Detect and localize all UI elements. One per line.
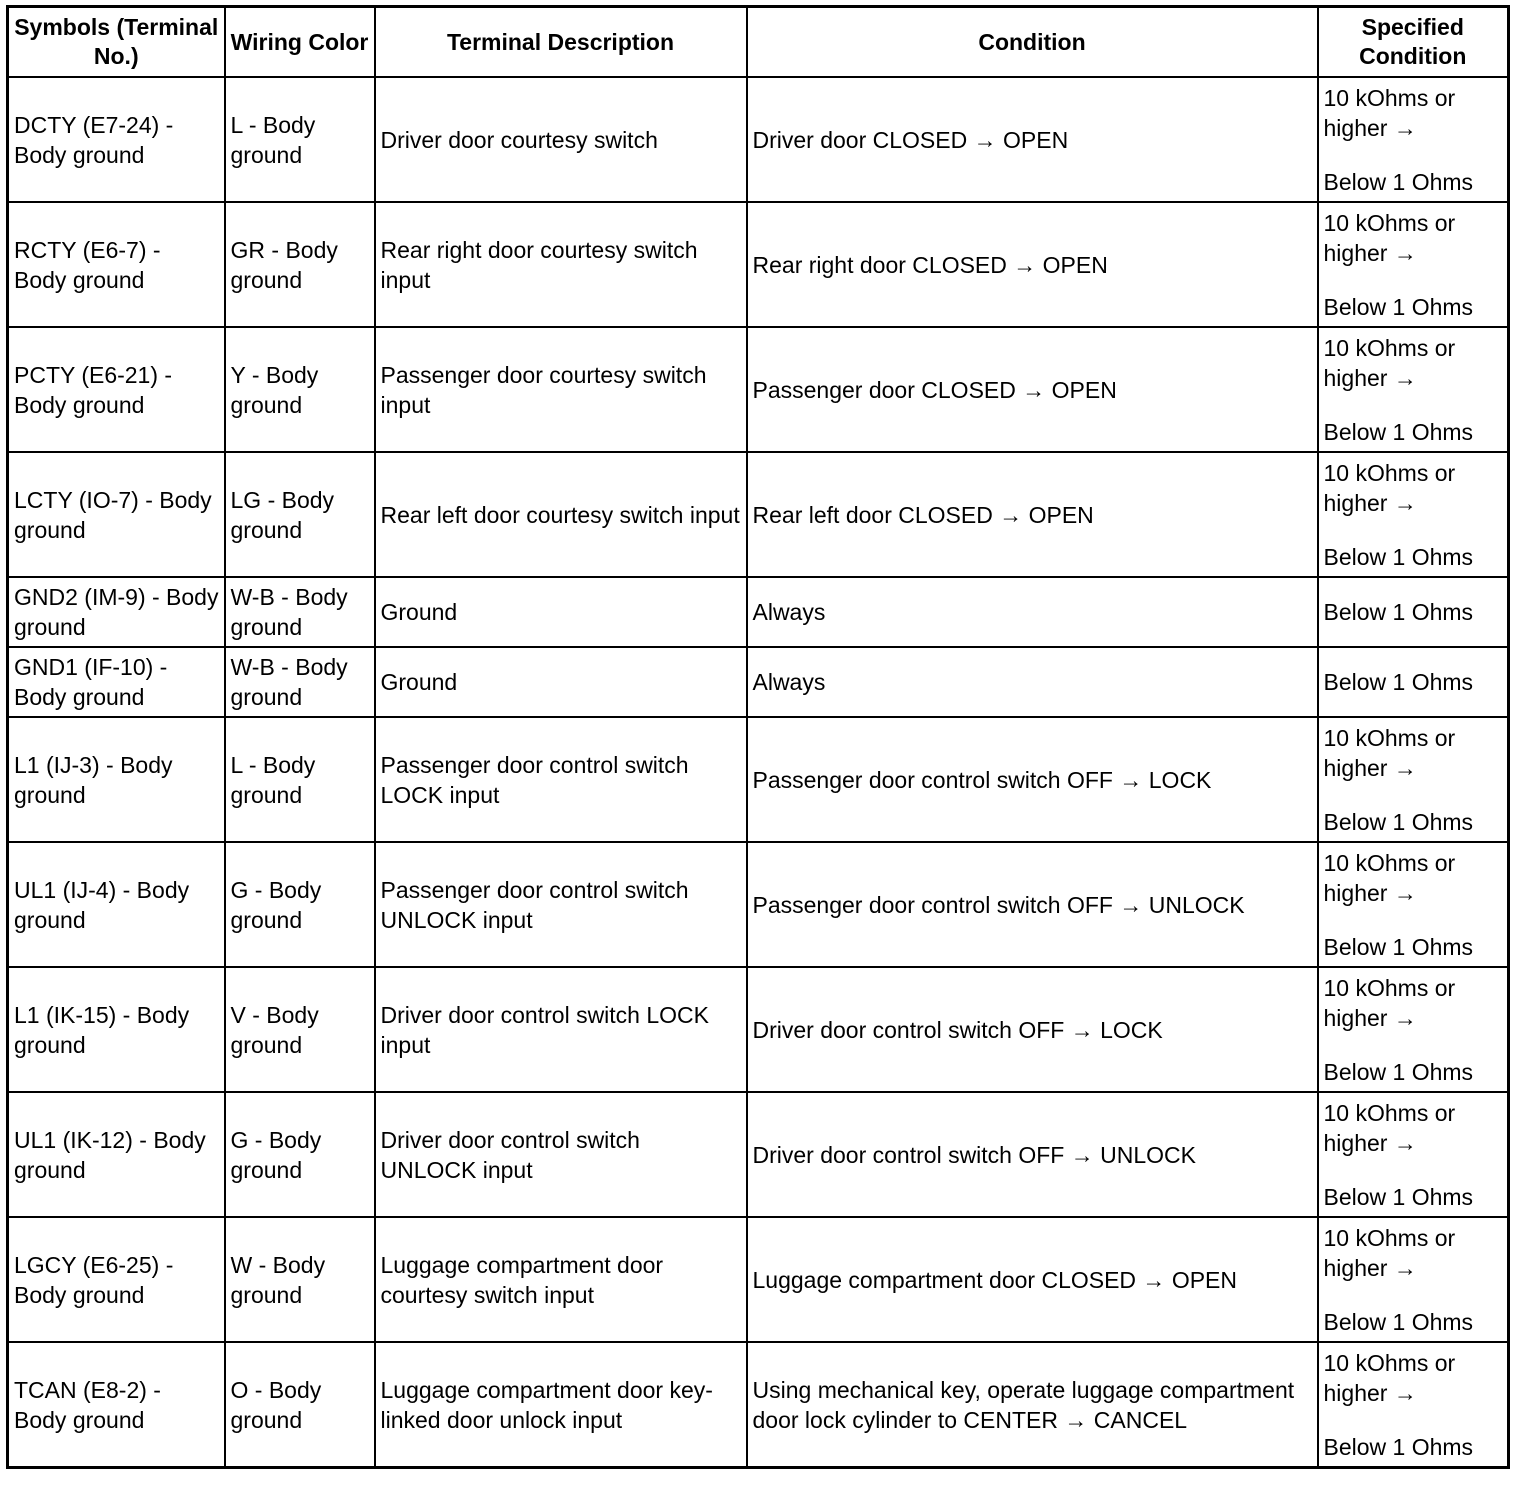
header-specified-condition: Specified Condition	[1318, 7, 1509, 78]
cell-wiring-color: V - Body ground	[225, 967, 375, 1092]
cell-specified-condition	[1318, 202, 1509, 327]
cell-description: Rear left door courtesy switch input	[375, 452, 747, 577]
cell-specified-condition	[1318, 842, 1509, 967]
spec-top-text: 10 kOhms or higher →	[1323, 1224, 1456, 1281]
cell-condition: Rear right door CLOSED → OPEN	[747, 202, 1318, 327]
cell-specified-condition: Below 1 Ohms	[1318, 647, 1509, 717]
table-row	[8, 327, 1509, 452]
table-row	[8, 1217, 1509, 1342]
cell-wiring-color: G - Body ground	[225, 1092, 375, 1217]
terminal-inspection-table	[6, 5, 1510, 1469]
cell-symbol: L1 (IJ-3) - Body ground	[8, 717, 225, 842]
cell-condition: Using mechanical key, operate luggage compartment door lock cylinder to CENTER → CANCEL	[747, 1342, 1318, 1468]
spec-bottom-text: Below 1 Ohms	[1323, 1183, 1474, 1210]
table-row	[8, 202, 1509, 327]
table-header-row	[8, 7, 1509, 78]
cell-symbol: LCTY (IO-7) - Body ground	[8, 452, 225, 577]
cell-description: Driver door courtesy switch	[375, 77, 747, 202]
header-wiring-color: Wiring Color	[225, 7, 375, 78]
cell-symbol: RCTY (E6-7) - Body ground	[8, 202, 225, 327]
cell-specified-condition: Below 1 Ohms	[1318, 577, 1509, 647]
cell-description: Ground	[375, 647, 747, 717]
cell-condition: Driver door control switch OFF → UNLOCK	[747, 1092, 1318, 1217]
cell-wiring-color: W - Body ground	[225, 1217, 375, 1342]
cell-symbol: TCAN (E8-2) - Body ground	[8, 1342, 225, 1468]
cell-specified-condition	[1318, 1092, 1509, 1217]
table-row	[8, 1342, 1509, 1468]
header-symbols: Symbols (Terminal No.)	[8, 7, 225, 78]
cell-symbol: LGCY (E6-25) - Body ground	[8, 1217, 225, 1342]
table-row	[8, 967, 1509, 1092]
cell-symbol: DCTY (E7-24) - Body ground	[8, 77, 225, 202]
cell-condition: Passenger door control switch OFF → LOCK	[747, 717, 1318, 842]
spec-bottom-text: Below 1 Ohms	[1323, 168, 1474, 195]
cell-symbol: PCTY (E6-21) - Body ground	[8, 327, 225, 452]
table-row	[8, 577, 1509, 647]
spec-top-text: 10 kOhms or higher →	[1323, 1349, 1456, 1406]
cell-specified-condition	[1318, 717, 1509, 842]
cell-wiring-color: W-B - Body ground	[225, 577, 375, 647]
cell-description: Driver door control switch LOCK input	[375, 967, 747, 1092]
cell-wiring-color: O - Body ground	[225, 1342, 375, 1468]
cell-specified-condition	[1318, 967, 1509, 1092]
spec-top-text: 10 kOhms or higher →	[1323, 459, 1456, 516]
spec-top-text: 10 kOhms or higher →	[1323, 334, 1456, 391]
header-terminal-description: Terminal Description	[375, 7, 747, 78]
table-row	[8, 647, 1509, 717]
spec-top-text: 10 kOhms or higher →	[1323, 974, 1456, 1031]
table-row	[8, 77, 1509, 202]
cell-condition: Always	[747, 647, 1318, 717]
cell-condition: Rear left door CLOSED → OPEN	[747, 452, 1318, 577]
cell-wiring-color: G - Body ground	[225, 842, 375, 967]
cell-symbol: GND1 (IF-10) - Body ground	[8, 647, 225, 717]
spec-bottom-text: Below 1 Ohms	[1323, 293, 1474, 320]
cell-description: Luggage compartment door key-linked door unlock input	[375, 1342, 747, 1468]
cell-wiring-color: LG - Body ground	[225, 452, 375, 577]
table-row	[8, 842, 1509, 967]
cell-specified-condition	[1318, 77, 1509, 202]
cell-wiring-color: W-B - Body ground	[225, 647, 375, 717]
table-row	[8, 452, 1509, 577]
cell-specified-condition	[1318, 327, 1509, 452]
cell-description: Rear right door courtesy switch input	[375, 202, 747, 327]
spec-bottom-text: Below 1 Ohms	[1323, 1058, 1474, 1085]
cell-description: Driver door control switch UNLOCK input	[375, 1092, 747, 1217]
cell-wiring-color: Y - Body ground	[225, 327, 375, 452]
cell-description: Passenger door control switch LOCK input	[375, 717, 747, 842]
spec-top-text: 10 kOhms or higher →	[1323, 1099, 1456, 1156]
spec-top-text: 10 kOhms or higher →	[1323, 84, 1456, 141]
cell-condition: Luggage compartment door CLOSED → OPEN	[747, 1217, 1318, 1342]
cell-symbol: GND2 (IM-9) - Body ground	[8, 577, 225, 647]
spec-bottom-text: Below 1 Ohms	[1323, 543, 1474, 570]
cell-condition: Passenger door control switch OFF → UNLOCK	[747, 842, 1318, 967]
spec-top-text: 10 kOhms or higher →	[1323, 724, 1456, 781]
cell-description: Passenger door courtesy switch input	[375, 327, 747, 452]
spec-bottom-text: Below 1 Ohms	[1323, 808, 1474, 835]
cell-specified-condition	[1318, 1217, 1509, 1342]
spec-bottom-text: Below 1 Ohms	[1323, 933, 1474, 960]
cell-wiring-color: L - Body ground	[225, 717, 375, 842]
cell-specified-condition	[1318, 452, 1509, 577]
spec-bottom-text: Below 1 Ohms	[1323, 1433, 1474, 1460]
cell-wiring-color: GR - Body ground	[225, 202, 375, 327]
cell-symbol: UL1 (IK-12) - Body ground	[8, 1092, 225, 1217]
cell-wiring-color: L - Body ground	[225, 77, 375, 202]
header-condition: Condition	[747, 7, 1318, 78]
spec-top-text: 10 kOhms or higher →	[1323, 209, 1456, 266]
cell-description: Luggage compartment door courtesy switch input	[375, 1217, 747, 1342]
cell-symbol: L1 (IK-15) - Body ground	[8, 967, 225, 1092]
cell-description: Ground	[375, 577, 747, 647]
spec-top-text: 10 kOhms or higher →	[1323, 849, 1456, 906]
cell-condition: Always	[747, 577, 1318, 647]
table-row	[8, 717, 1509, 842]
cell-symbol: UL1 (IJ-4) - Body ground	[8, 842, 225, 967]
cell-condition: Driver door control switch OFF → LOCK	[747, 967, 1318, 1092]
cell-description: Passenger door control switch UNLOCK input	[375, 842, 747, 967]
spec-bottom-text: Below 1 Ohms	[1323, 1308, 1474, 1335]
cell-condition: Passenger door CLOSED → OPEN	[747, 327, 1318, 452]
spec-bottom-text: Below 1 Ohms	[1323, 418, 1474, 445]
cell-condition: Driver door CLOSED → OPEN	[747, 77, 1318, 202]
cell-specified-condition	[1318, 1342, 1509, 1468]
table-row	[8, 1092, 1509, 1217]
